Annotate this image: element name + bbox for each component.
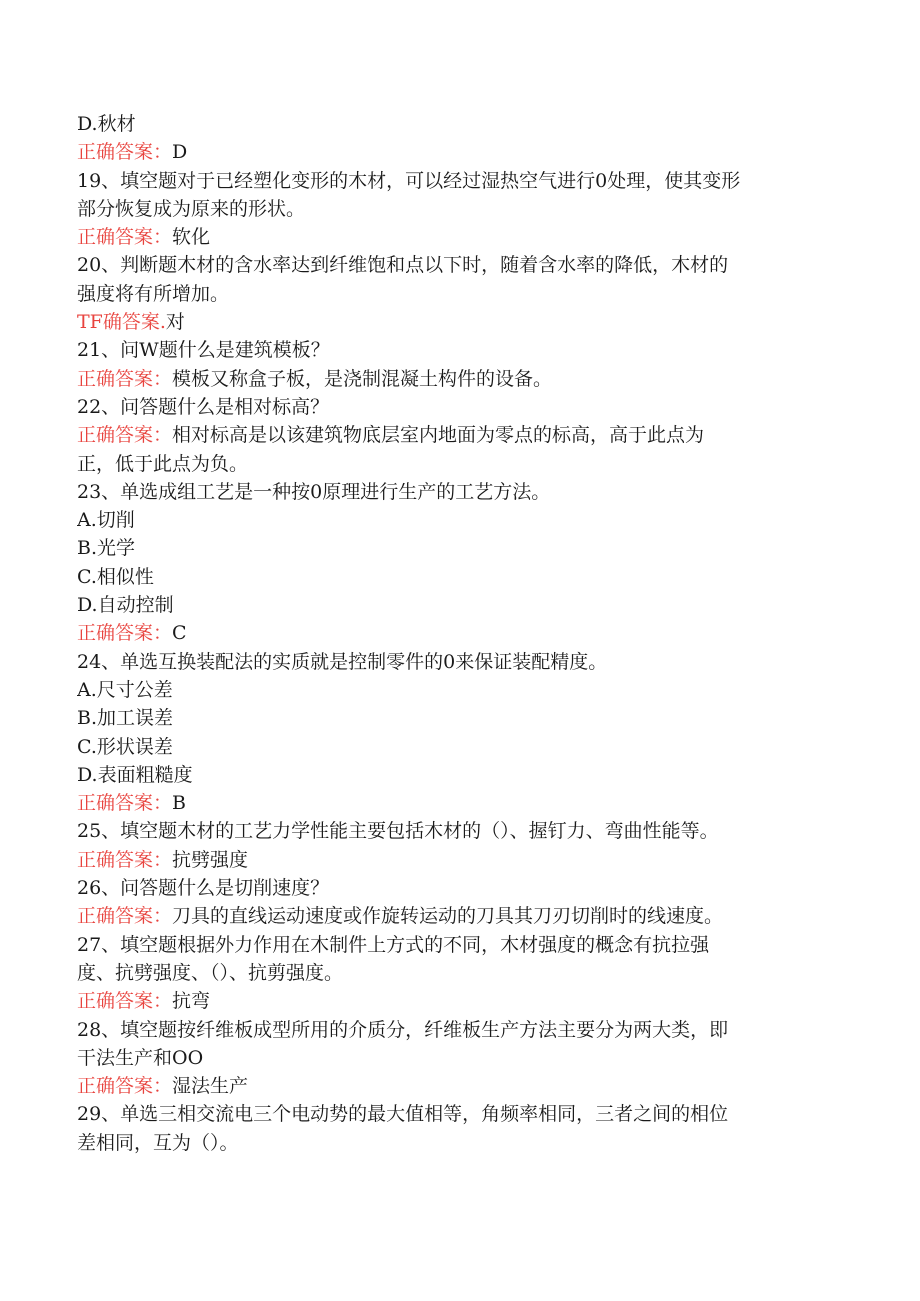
question-line: 28、填空题按纤维板成型所用的介质分，纤维板生产方法主要分为两大类，即 <box>77 1018 729 1041</box>
answer-line <box>77 987 877 1015</box>
option-line: D.自动控制 <box>77 594 174 617</box>
answer-line <box>77 789 877 817</box>
answer-line <box>77 138 877 166</box>
question-line: 29、单选三相交流电三个电动势的最大值相等，角频率相同，三者之间的相位 <box>77 1103 729 1126</box>
option-line: D.表面粗糙度 <box>77 763 193 786</box>
option-line: D.秋材 <box>77 113 136 135</box>
question-line: 25、填空题木材的工艺力学性能主要包括木材的（）、握钉力、弯曲性能等。 <box>77 820 719 843</box>
question-line: 部分恢复成为原来的形状。 <box>77 197 306 220</box>
answer-label: 正确答案： <box>77 905 173 928</box>
answer-line <box>77 902 877 930</box>
question-line: 24、单选互换装配法的实质就是控制零件的0来保证装配精度。 <box>77 650 608 673</box>
answer-line <box>77 365 877 393</box>
answer-label: 正确答案： <box>77 990 173 1013</box>
question-line: 正，低于此点为负。 <box>77 452 249 475</box>
answer-label: 正确答案： <box>77 367 173 390</box>
question-line: 差相同，互为（）。 <box>77 1131 239 1154</box>
option-line: C.相似性 <box>77 565 154 588</box>
question-line: 21、问W题什么是建筑模板？ <box>77 339 330 362</box>
answer-line <box>77 223 877 251</box>
answer-text: 模板又称盒子板，是浇制混凝土构件的设备。 <box>172 367 553 390</box>
answer-text: C <box>172 622 187 645</box>
answer-text: B <box>172 792 186 815</box>
answer-label: 正确答案： <box>77 424 173 447</box>
answer-text: 软化 <box>172 226 211 249</box>
option-line: B.加工误差 <box>77 707 174 730</box>
answer-text: 湿法生产 <box>172 1075 249 1098</box>
question-line: 19、填空题对于已经塑化变形的木材，可以经过湿热空气进行0处理，使其变形 <box>77 169 741 192</box>
answer-text: 对 <box>165 311 185 334</box>
question-line: 干法生产和OO <box>77 1046 204 1069</box>
answer-label: 正确答案： <box>77 141 173 164</box>
answer-line <box>77 619 877 647</box>
question-line: 26、问答题什么是切削速度？ <box>77 877 330 900</box>
answer-text: 相对标高是以该建筑物底层室内地面为零点的标高，高于此点为 <box>172 424 705 447</box>
document-page <box>77 110 877 1157</box>
answer-label: TF确答案. <box>77 311 166 334</box>
question-line: 23、单选成组工艺是一种按0原理进行生产的工艺方法。 <box>77 480 551 503</box>
answer-text: 刀具的直线运动速度或作旋转运动的刀具其刀刃切削时的线速度。 <box>172 905 724 928</box>
answer-text: D <box>172 141 188 164</box>
option-line: A.尺寸公差 <box>77 678 173 701</box>
question-line: 强度将有所增加。 <box>77 282 230 305</box>
answer-label: 正确答案： <box>77 226 173 249</box>
question-line: 27、填空题根据外力作用在木制件上方式的不同，木材强度的概念有抗拉强 <box>77 933 710 956</box>
question-line: 度、抗劈强度、（）、抗剪强度。 <box>77 961 344 984</box>
answer-line <box>77 846 877 874</box>
answer-label: 正确答案： <box>77 622 173 645</box>
option-line: C.形状误差 <box>77 735 173 758</box>
option-line: B.光学 <box>77 537 136 560</box>
answer-line <box>77 1072 877 1100</box>
answer-text: 抗弯 <box>172 990 211 1013</box>
answer-text: 抗劈强度 <box>172 848 249 871</box>
option-line: A.切削 <box>77 509 135 532</box>
answer-line <box>77 308 877 336</box>
answer-line <box>77 421 877 449</box>
question-line: 22、问答题什么是相对标高？ <box>77 395 330 418</box>
answer-label: 正确答案： <box>77 1075 173 1098</box>
question-line: 20、判断题木材的含水率达到纤维饱和点以下时，随着含水率的降低，木材的 <box>77 254 729 277</box>
answer-label: 正确答案： <box>77 848 173 871</box>
answer-label: 正确答案： <box>77 792 173 815</box>
